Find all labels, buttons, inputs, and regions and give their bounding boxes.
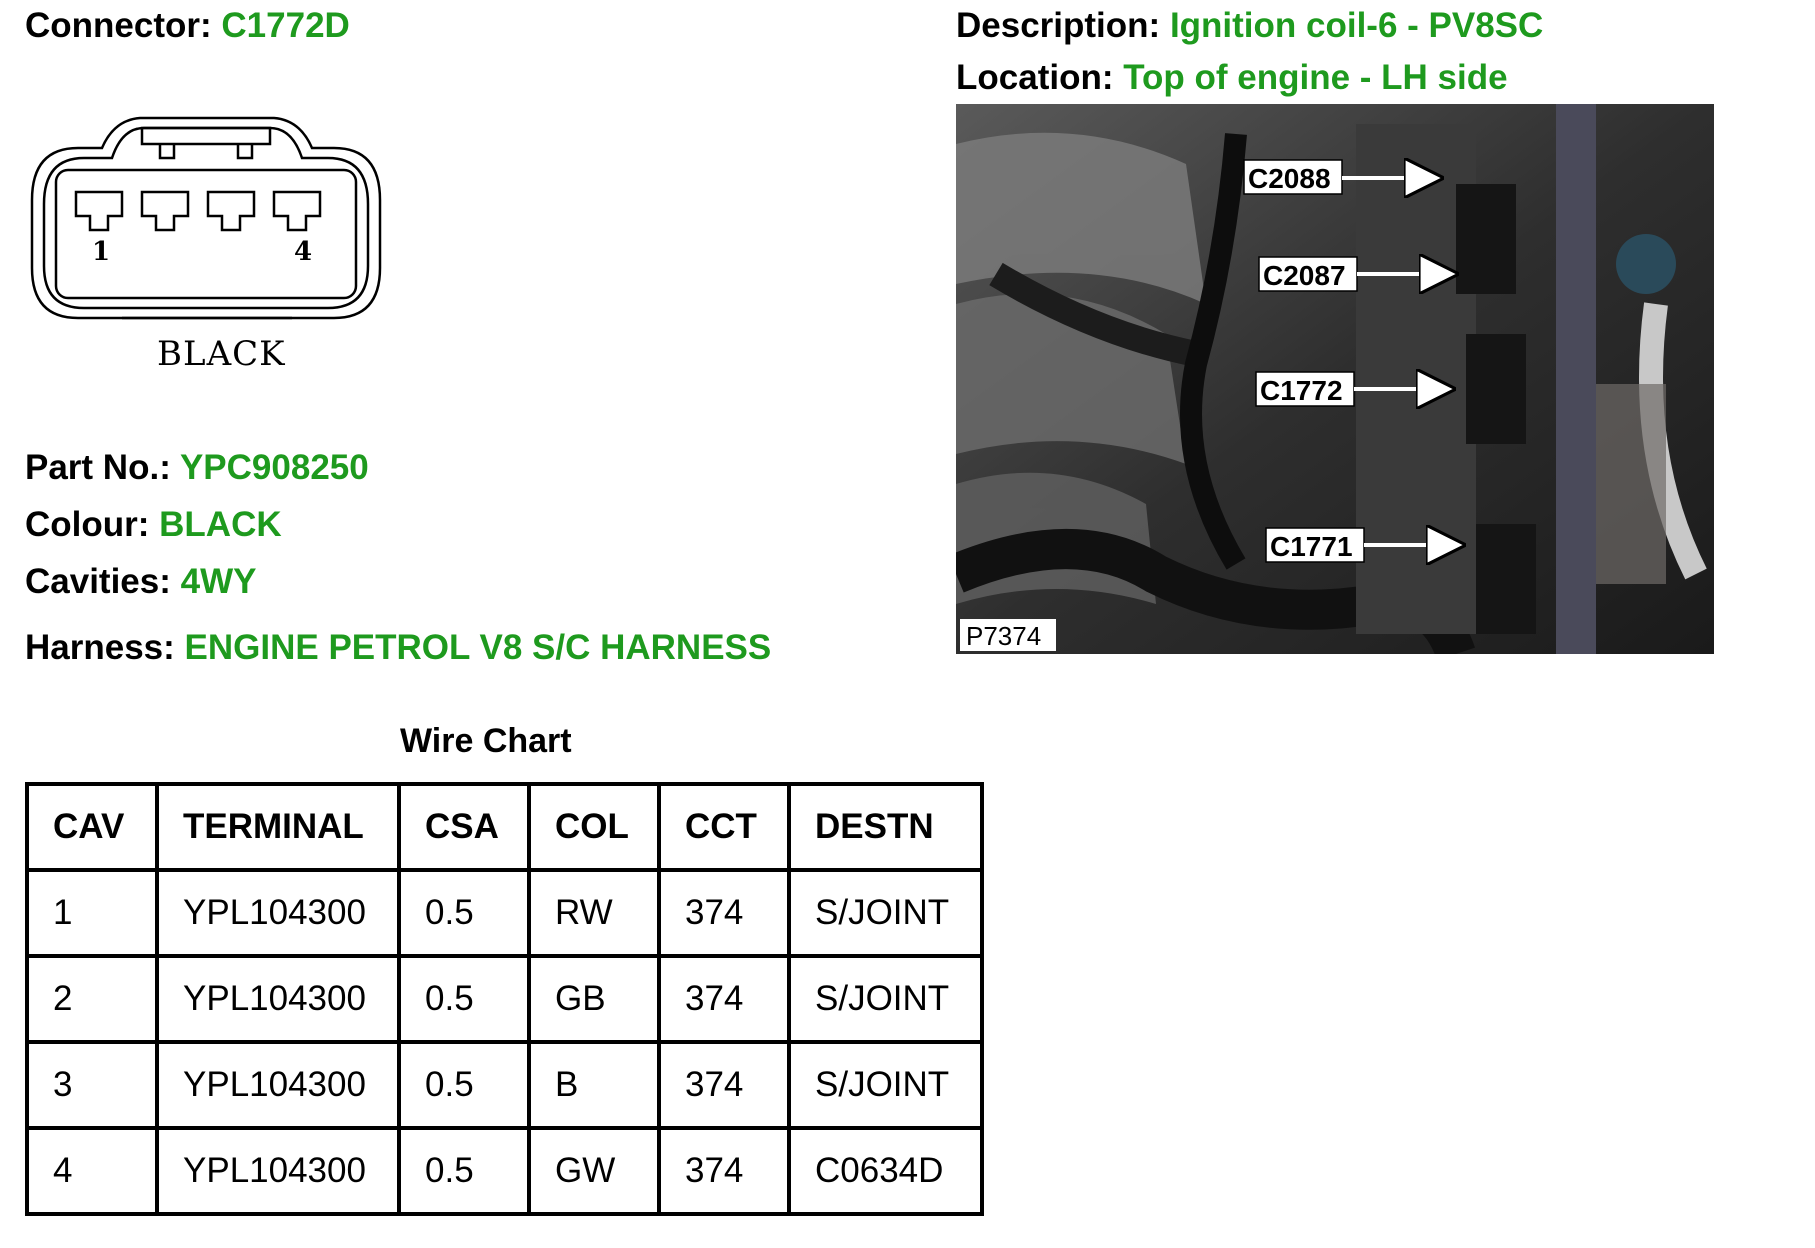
- cell-terminal: YPL104300: [157, 1042, 399, 1128]
- cell-terminal: YPL104300: [157, 1128, 399, 1214]
- cavity-1: [76, 192, 122, 230]
- header-cav: CAV: [27, 784, 157, 870]
- colour-field: [25, 507, 282, 542]
- harness-value: ENGINE PETROL V8 S/C HARNESS: [184, 628, 772, 667]
- cavities-label: Cavities:: [25, 562, 171, 601]
- location-field: [956, 60, 1508, 95]
- cell-col: B: [529, 1042, 659, 1128]
- cell-col: GB: [529, 956, 659, 1042]
- cell-cav: 2: [27, 956, 157, 1042]
- header-col: COL: [529, 784, 659, 870]
- table-header-row: [27, 784, 982, 870]
- diagram-colour-label: BLACK: [157, 334, 286, 374]
- cell-cct: 374: [659, 1128, 789, 1214]
- cell-cct: 374: [659, 870, 789, 956]
- cell-col: GW: [529, 1128, 659, 1214]
- cell-destn: S/JOINT: [789, 870, 982, 956]
- description-field: [956, 8, 1543, 43]
- cell-csa: 0.5: [399, 1042, 529, 1128]
- cell-cav: 1: [27, 870, 157, 956]
- cell-col: RW: [529, 870, 659, 956]
- location-value: Top of engine - LH side: [1123, 58, 1508, 97]
- fuel-rail: [1556, 104, 1596, 654]
- photo-ref: P7374: [966, 621, 1042, 651]
- latch-tab: [142, 128, 270, 144]
- callout-c1771: C1771: [1270, 531, 1353, 562]
- latch-leg-left: [160, 144, 174, 158]
- cell-destn: C0634D: [789, 1128, 982, 1214]
- radiator-mesh: [1596, 384, 1666, 584]
- pin-4-label: 4: [294, 237, 313, 267]
- cell-cav: 3: [27, 1042, 157, 1128]
- connector-face-diagram: [22, 110, 392, 380]
- header-destn: DESTN: [789, 784, 982, 870]
- wire-chart-title: Wire Chart: [400, 722, 572, 760]
- table-row: [27, 956, 982, 1042]
- cavities-value: 4WY: [180, 562, 257, 601]
- cell-csa: 0.5: [399, 1128, 529, 1214]
- table-row: [27, 1042, 982, 1128]
- connector-value: C1772D: [221, 6, 350, 45]
- connector-cavity-block: [56, 170, 356, 298]
- wire-chart-table: [25, 782, 984, 1216]
- part-no-label: Part No.:: [25, 448, 171, 487]
- header-cct: CCT: [659, 784, 789, 870]
- connector-inner-outline: [44, 128, 368, 308]
- cell-terminal: YPL104300: [157, 956, 399, 1042]
- callout-c2087: C2087: [1263, 260, 1346, 291]
- harness-label: Harness:: [25, 628, 175, 667]
- callout-c2088: C2088: [1248, 163, 1331, 194]
- colour-value: BLACK: [159, 505, 282, 544]
- cell-csa: 0.5: [399, 956, 529, 1042]
- cell-destn: S/JOINT: [789, 956, 982, 1042]
- cavity-3: [208, 192, 254, 230]
- connector-outer-outline: [32, 118, 380, 318]
- description-label: Description:: [956, 6, 1161, 45]
- cell-cct: 374: [659, 956, 789, 1042]
- coil-pack-2: [1466, 334, 1526, 444]
- pin-1-label: 1: [92, 237, 111, 267]
- cavity-4: [274, 192, 320, 230]
- latch-leg-right: [238, 144, 252, 158]
- part-no-value: YPC908250: [179, 448, 369, 487]
- part-no-field: [25, 450, 369, 485]
- table-row: [27, 870, 982, 956]
- header-csa: CSA: [399, 784, 529, 870]
- table-row: [27, 1128, 982, 1214]
- cell-destn: S/JOINT: [789, 1042, 982, 1128]
- coil-pack-3: [1476, 524, 1536, 634]
- location-label: Location:: [956, 58, 1114, 97]
- harness-field: [25, 630, 771, 665]
- cell-cav: 4: [27, 1128, 157, 1214]
- cell-terminal: YPL104300: [157, 870, 399, 956]
- cell-csa: 0.5: [399, 870, 529, 956]
- colour-label: Colour:: [25, 505, 150, 544]
- sensor-plug: [1616, 234, 1676, 294]
- cell-cct: 374: [659, 1042, 789, 1128]
- coil-pack-1: [1456, 184, 1516, 294]
- callout-c1772: C1772: [1260, 375, 1343, 406]
- cavity-2: [142, 192, 188, 230]
- engine-location-photo: [956, 104, 1714, 654]
- connector-field: [25, 8, 350, 43]
- cavities-field: [25, 564, 257, 599]
- connector-label: Connector:: [25, 6, 212, 45]
- description-value: Ignition coil-6 - PV8SC: [1169, 6, 1544, 45]
- header-terminal: TERMINAL: [157, 784, 399, 870]
